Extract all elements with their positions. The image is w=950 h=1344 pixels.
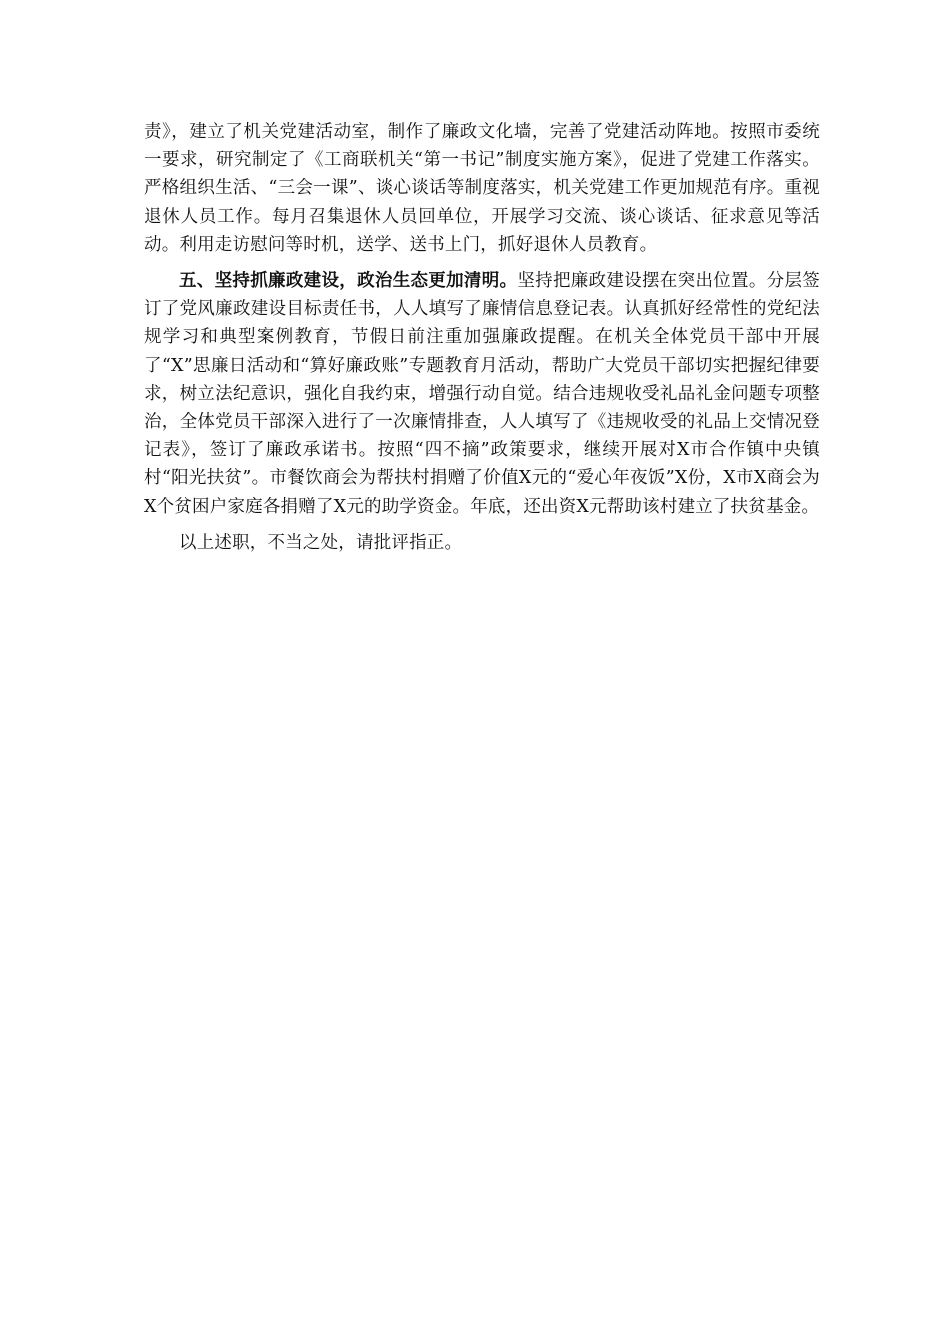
paragraph-closing: 以上述职，不当之处，请批评指正。 — [179, 532, 463, 553]
paragraph-party-building: 责》，建立了机关党建活动室，制作了廉政文化墙，完善了党建活动阵地。按照市委统一要求，研究制定了《工商联机关“第一书记”制度实施方案》，促进了党建工作落实。严格组织生活、“三会一课”、谈心谈话等制度落实，机关党建工作更加规范有序。重视退休人员工作。每月召集退休人员回单位，开展学习交流、谈心谈话、征求意见等活动。利用走访慰问等时机，送学、送书上门，抓好退休人员教育。 — [144, 122, 820, 255]
document-body — [144, 118, 820, 565]
paragraph-integrity-body: 坚持把廉政建设摆在突出位置。分层签订了党风廉政建设目标责任书，人人填写了廉情信息登记表。认真抓好经常性的党纪法规学习和典型案例教育，节假日前注重加强廉政提醒。在机关全体党员干部中开展了“X”思廉日活动和“算好廉政账”专题教育月活动，帮助广大党员干部切实把握纪律要求，树立法纪意识，强化自我约束，增强行动自觉。结合违规收受礼品礼金问题专项整治，全体党员干部深入进行了一次廉情排查，人人填写了《违规收受的礼品上交情况登记表》，签订了廉政承诺书。按照“四不摘”政策要求，继续开展对X市合作镇中央镇村“阳光扶贫”。市餐饮商会为帮扶村捐赠了价值X元的“爱心年夜饭”X份，X市X商会为X个贫困户家庭各捐赠了X元的助学资金。年底，还出资X元帮助该村建立了扶贫基金。 — [144, 271, 820, 517]
section-heading-five: 五、坚持抓廉政建设，政治生态更加清明。 — [179, 271, 518, 292]
paragraph-integrity — [144, 267, 820, 521]
